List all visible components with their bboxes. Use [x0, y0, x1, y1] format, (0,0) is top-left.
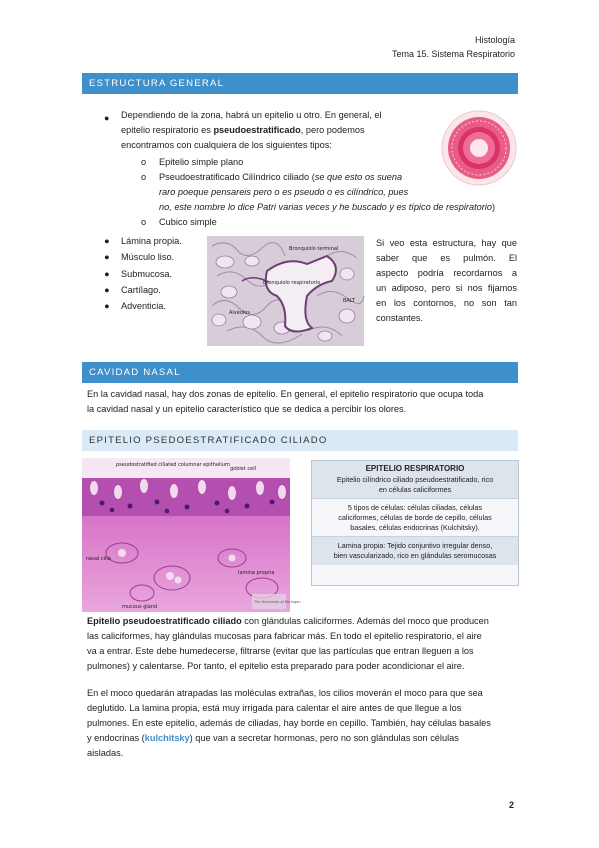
bullet-marker: ●	[104, 113, 110, 123]
summary-title: EPITELIO RESPIRATORIO	[365, 464, 465, 473]
header-topic: Tema 15. Sistema Respiratorio	[391, 48, 515, 59]
page-number: 2	[509, 800, 515, 810]
micrograph-label: goblet cell	[230, 466, 257, 472]
micrograph-label: BALT	[343, 298, 356, 304]
subsection-title-epithelium: EPITELIO PSEDOESTRATIFICADO CILIADO	[82, 430, 518, 451]
section-title-nasal: CAVIDAD NASAL	[82, 362, 518, 383]
alveolus-cross-section-illustration	[441, 110, 517, 186]
micrograph-label: nasal cilia	[86, 556, 111, 562]
micrograph-label: lamina propria	[238, 570, 275, 576]
section-title-general: ESTRUCTURA GENERAL	[82, 73, 518, 94]
epithelium-micrograph	[82, 458, 301, 612]
wall-layers-list	[104, 234, 182, 315]
list-item: ● Adventicia.	[104, 301, 166, 312]
list-item: ● Músculo liso.	[104, 252, 175, 263]
micrograph-label: Bronquiolo respiratorio	[263, 280, 321, 286]
intro-paragraph: Dependiendo de la zona, habrá un epitelio u otro. En general, el epitelio respiratorio es pseudoestratificado, pero podemos encontramos con cualquiera de los siguientes tipos:	[121, 110, 382, 150]
micrograph-label: mucous gland	[122, 604, 158, 610]
header-subject: Histología	[474, 35, 515, 45]
respiratory-epithelium-summary: EPITELIO RESPIRATORIO Epitelio cilíndrico ciliado pseudoestratificado, rico en células caliciformes 5 tipos de células: células ciliadas, células caliciformes, células de borde de cepillo, células basales, células endocrinas (Kulchitsky). Lamina propia: Tejido conjuntivo irregular denso, bien vascularizado, rico en glándulas seromucosas	[311, 460, 519, 586]
epithelium-type-list: o Epitelio simple plano o Pseudoestratificado Cilíndrico ciliado (se que esto os suena raro poeque pensareis pero o es pseudo o es cilíndrico, pues no, este nombre lo dice Patri varias veces y he buscado y es típico de respiratorio) o Cubico simple	[141, 155, 521, 230]
list-item: ● Cartílago.	[104, 284, 161, 295]
page-header	[392, 34, 515, 62]
list-item: o Cubico simple	[141, 216, 217, 227]
micrograph-label: Bronquiolo terminal	[289, 246, 339, 252]
micrograph-credit: The University of Michigan	[254, 600, 301, 604]
micrograph-label: Alvéolos	[229, 310, 250, 316]
epithelium-paragraph-2: En el moco quedarán atrapadas las moléculas extrañas, los cilios moverán el moco para que sea deglutido. La lamina propia, está muy irrigada para calentar el aire antes de que llegue a los pulmones. En este epitelio, además de ciliadas, hay borde en cepillo. También, hay células basales y endocrinas (kulchitsky) que van a secretar hormonas, pero no son glándulas son células aisladas.	[87, 688, 491, 758]
kulchitsky-highlight: kulchitsky	[144, 732, 190, 743]
lung-identification-note: Si veo esta estructura, hay que saber que es pulmón. El aspecto podría recordarnos a un adiposo, pero si nos fijamos en los contornos, no son tan constantes.	[376, 238, 517, 323]
lung-micrograph	[207, 236, 364, 346]
list-item: ● Lámina propia.	[104, 236, 182, 246]
micrograph-label: pseudostratified ciliated columnar epithelium	[116, 462, 230, 468]
list-item: o Epitelio simple plano	[141, 157, 244, 167]
list-item: o Pseudoestratificado Cilíndrico ciliado (se que esto os suena	[141, 171, 403, 182]
epithelium-paragraph-1: Epitelio pseudoestratificado ciliado con glándulas caliciformes. Además del moco que producen las caliciformes, hay glándulas mucosas para fabricar más. En todo el epitelio respiratorio, el aire va a entrar. Este debe humedecerse, filtrarse (evitar que las partículas que entran lleguen a los pulmones) y calentarse. Por tanto, el epitelio esta preparado para poder acondicionar el aire.	[87, 616, 489, 671]
nasal-paragraph: En la cavidad nasal, hay dos zonas de epitelio. En general, el epitelio respiratorio que ocupa toda la cavidad nasal y un epitelio característico que se dedica a percibir los olores.	[87, 389, 484, 414]
list-item: ● Submucosa.	[104, 268, 173, 279]
